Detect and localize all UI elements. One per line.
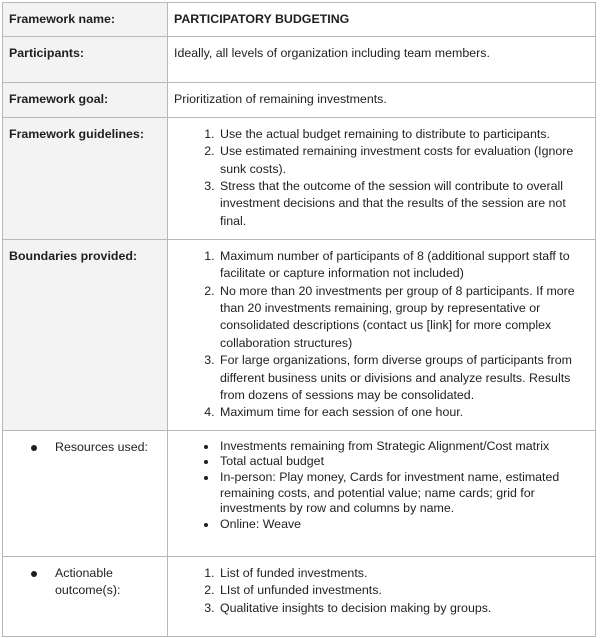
list-item: • Online: Weave	[218, 517, 589, 533]
framework-guidelines-label: Framework guidelines:	[3, 117, 168, 239]
outcomes-cell	[168, 556, 596, 636]
list-item: 1. Maximum number of participants of 8 (additional support staff to facilitate or capture information not included)	[218, 248, 589, 283]
row-framework-guidelines	[3, 117, 596, 239]
framework-goal-label: Framework goal:	[3, 83, 168, 117]
outcomes-label: Actionable outcome(s):	[55, 565, 121, 598]
row-boundaries	[3, 239, 596, 430]
guidelines-list	[174, 126, 589, 230]
boundaries-cell	[168, 239, 596, 430]
resources-label: Resources used:	[55, 439, 148, 454]
framework-table	[2, 2, 596, 637]
row-resources	[3, 430, 596, 556]
framework-name-value: PARTICIPATORY BUDGETING	[168, 3, 596, 37]
resources-label-cell	[3, 430, 168, 556]
list-item: 3. For large organizations, form diverse groups of participants from different business units or divisions and analyze results. Results from dozens of sessions may be consolidated.	[218, 352, 589, 404]
list-item: 2. LIst of unfunded investments.	[218, 582, 589, 599]
participants-label: Participants:	[3, 37, 168, 83]
list-item: 3. Stress that the outcome of the session will contribute to overall investment decisions and that the results of the session are not final.	[218, 178, 589, 230]
list-item: 1. Use the actual budget remaining to distribute to participants.	[218, 126, 589, 143]
framework-name-label: Framework name:	[3, 3, 168, 37]
outcomes-label-cell	[3, 556, 168, 636]
boundaries-label: Boundaries provided:	[3, 239, 168, 430]
list-item: 1. List of funded investments.	[218, 565, 589, 582]
row-participants	[3, 37, 596, 83]
list-item: • In-person: Play money, Cards for investment name, estimated remaining costs, and potential value; name cards; grid for investments by row and columns by name.	[218, 470, 589, 517]
outcomes-list	[174, 565, 589, 617]
row-outcomes	[3, 556, 596, 636]
row-framework-goal	[3, 83, 596, 117]
list-item: 2. No more than 20 investments per group of 8 participants. If more than 20 investments remaining, group by representative or consolidated descriptions (contact us [link] for more complex collaboration structures)	[218, 283, 589, 353]
bullet-dot-icon	[31, 571, 37, 577]
list-item: • Total actual budget	[218, 454, 589, 470]
resources-list	[174, 439, 589, 533]
framework-guidelines-cell	[168, 117, 596, 239]
resources-cell	[168, 430, 596, 556]
list-item: 2. Use estimated remaining investment costs for evaluation (Ignore sunk costs).	[218, 143, 589, 178]
row-framework-name	[3, 3, 596, 37]
framework-goal-value: Prioritization of remaining investments.	[168, 83, 596, 117]
list-item: 4. Maximum time for each session of one hour.	[218, 404, 589, 421]
list-item: 3. Qualitative insights to decision making by groups.	[218, 600, 589, 617]
boundaries-list	[174, 248, 589, 422]
list-item: • Investments remaining from Strategic Alignment/Cost matrix	[218, 439, 589, 455]
participants-value: Ideally, all levels of organization including team members.	[168, 37, 596, 83]
bullet-dot-icon	[31, 445, 37, 451]
